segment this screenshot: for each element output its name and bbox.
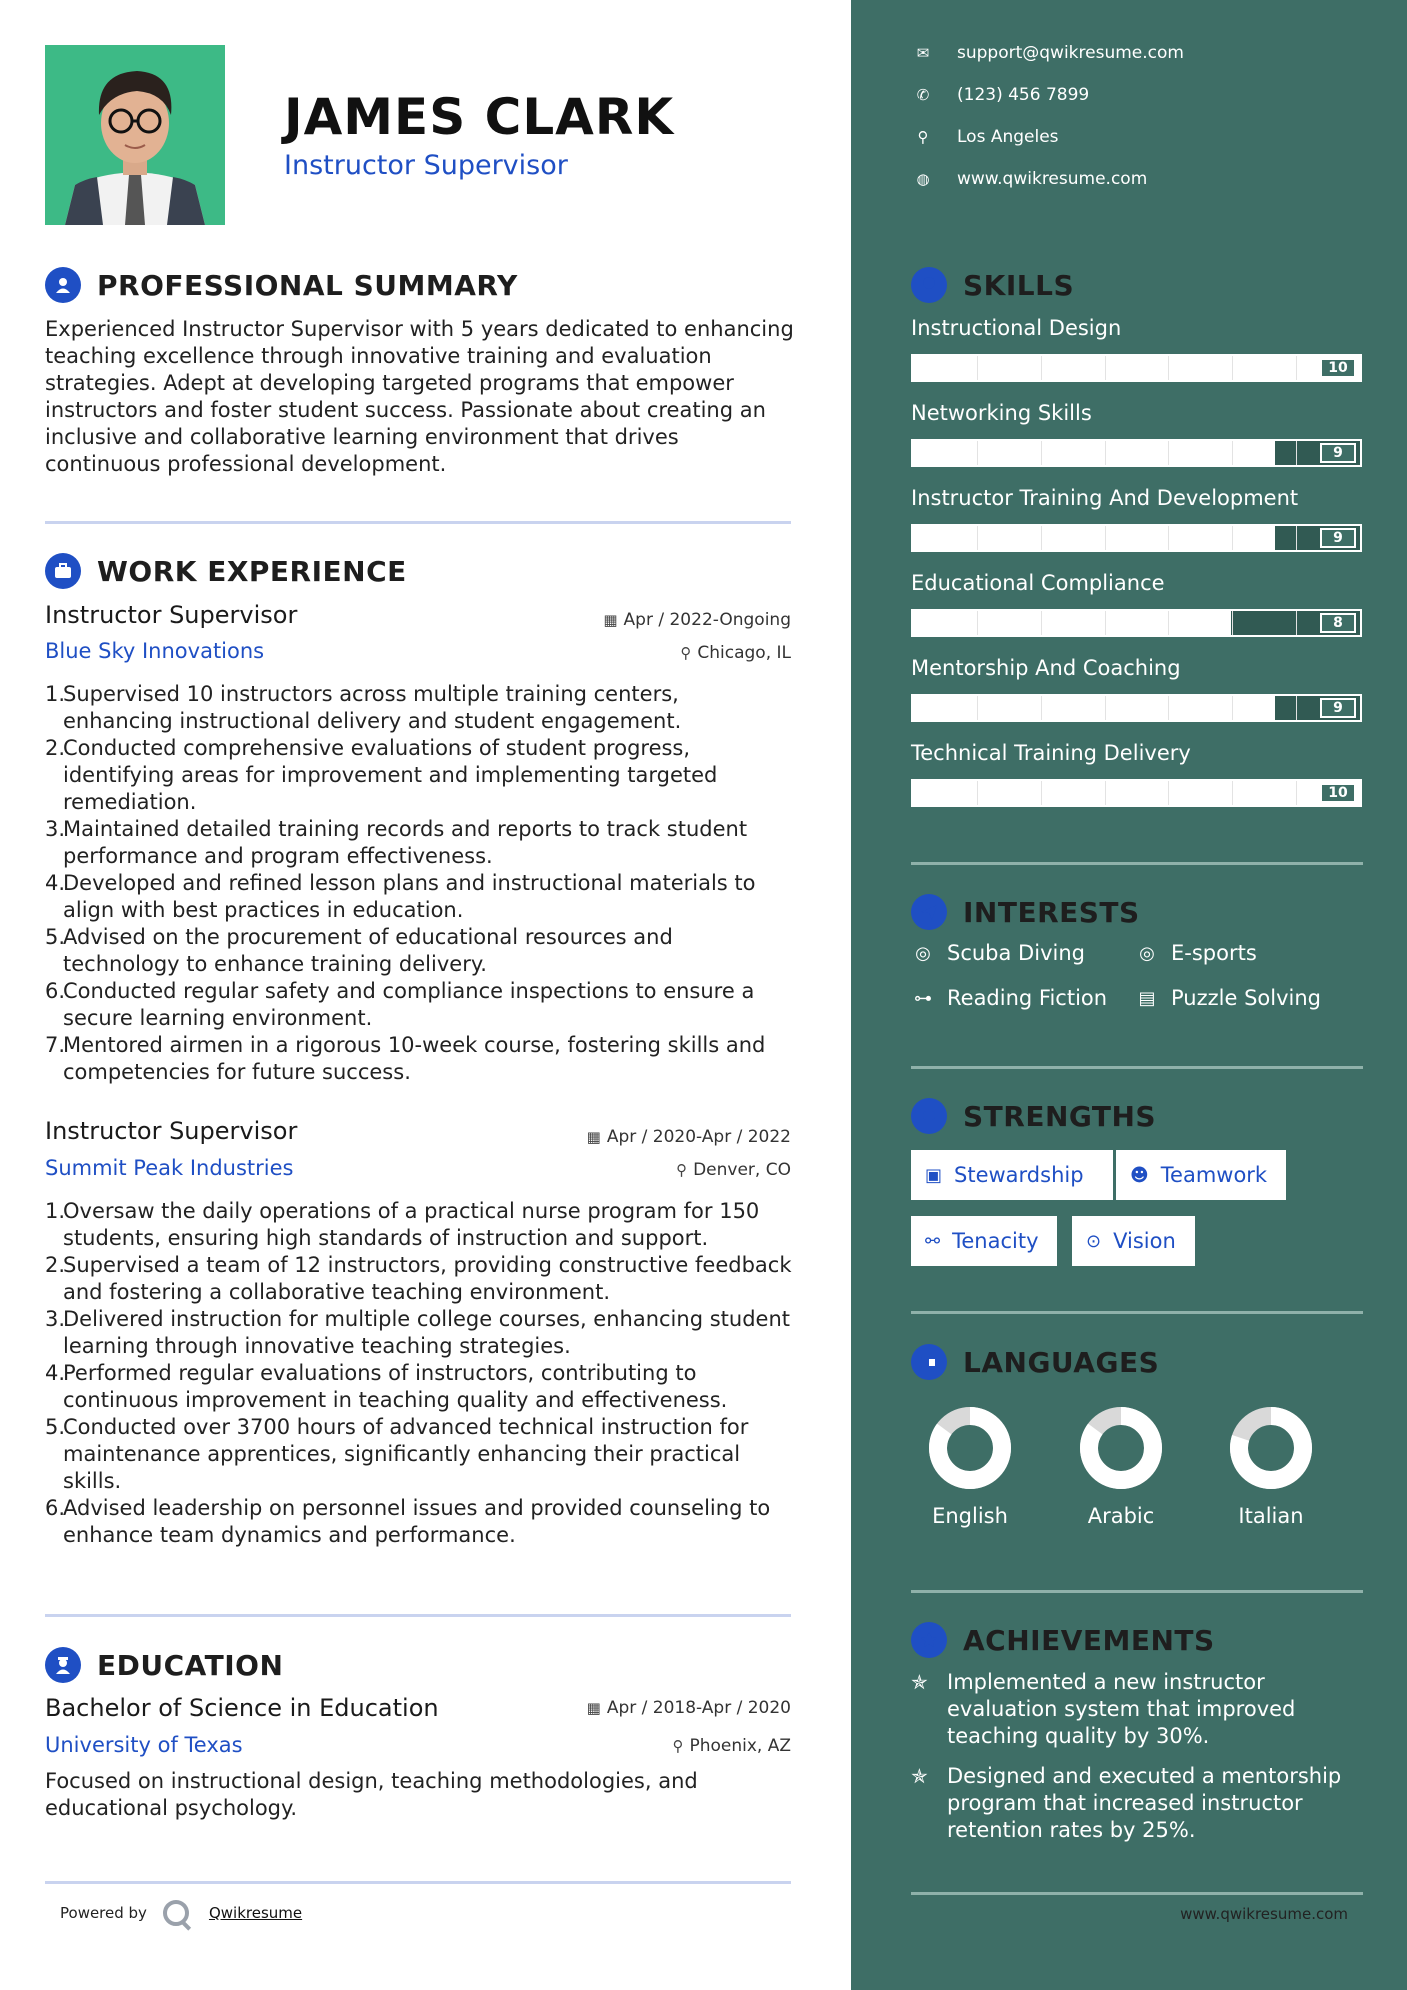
experience-title: WORK EXPERIENCE: [97, 554, 407, 588]
skills-heading: [911, 267, 1074, 303]
language-donut: [1229, 1406, 1313, 1490]
skill-bar-tick: [1296, 526, 1297, 550]
calendar-icon: ▦: [586, 1699, 601, 1717]
skill-bar-fill: [913, 696, 1275, 720]
candidate-role: Instructor Supervisor: [284, 150, 568, 181]
brand-link[interactable]: Qwikresume: [208, 1904, 303, 1922]
skill-bar-tick: [977, 781, 978, 805]
powered-by-label: Powered by: [60, 1904, 147, 1922]
sidebar-divider: [911, 862, 1363, 865]
education-line: Focused on instructional design, teaching methodologies, and: [45, 1769, 698, 1793]
location-pin-icon: ⚲: [917, 128, 929, 146]
skill-bar-tick: [1232, 611, 1233, 635]
bullet-item: 3.Maintained detailed training records and reports to track student performance and program effectiveness.: [45, 817, 748, 868]
skill-bar-tick: [1105, 526, 1106, 550]
education-line: educational psychology.: [45, 1796, 298, 1820]
summary-title: PROFESSIONAL SUMMARY: [97, 268, 518, 302]
job-dates-text: Apr / 2020-Apr / 2022: [606, 1127, 791, 1147]
calendar-icon: ▦: [603, 611, 618, 629]
interest-item: [1135, 986, 1321, 1010]
education-description: [45, 1768, 795, 1822]
contact-website-text: www.qwikresume.com: [957, 169, 1148, 189]
language-name: Arabic: [1087, 1504, 1155, 1528]
contact-phone-text: (123) 456 7899: [957, 85, 1090, 105]
lightbulb-icon: [911, 267, 947, 303]
briefcase-icon: ▣: [925, 1164, 943, 1186]
pin-icon: ⚲: [680, 644, 692, 662]
bullet-item: 5.Advised on the procurement of educational resources and technology to enhance training delivery.: [45, 925, 673, 976]
skill-bar: [911, 354, 1362, 382]
skill-bar: [911, 779, 1362, 807]
skill-bar-tick: [1168, 781, 1169, 805]
skill-score: 9: [1320, 528, 1356, 548]
bullet-item: 5.Conducted over 3700 hours of advanced technical instruction for maintenance apprentices, significantly enhancing their practical skills.: [45, 1415, 749, 1493]
sidebar-divider: [911, 1066, 1363, 1069]
job-dates-text: Apr / 2022-Ongoing: [623, 610, 791, 630]
bullet-item: 4.Developed and refined lesson plans and instructional materials to align with best practices in education.: [45, 871, 756, 922]
job-location-row: [600, 1160, 791, 1180]
qwikresume-logo-icon: [163, 1900, 189, 1926]
contact-email-text: support@qwikresume.com: [957, 43, 1184, 63]
achievement-item: [911, 1669, 1371, 1750]
interest-label: Scuba Diving: [947, 941, 1085, 965]
school-name: University of Texas: [45, 1733, 243, 1757]
pin-icon: ⚲: [672, 1737, 684, 1755]
strength-chip: [911, 1216, 1057, 1266]
skill-name: Educational Compliance: [911, 571, 1165, 595]
job-bullets: [45, 1198, 795, 1549]
interests-title: INTERESTS: [963, 895, 1140, 929]
strength-label: Tenacity: [952, 1229, 1039, 1253]
skill-bar-tick: [1296, 441, 1297, 465]
strengths-title: STRENGTHS: [963, 1099, 1157, 1133]
skill-score: 9: [1320, 698, 1356, 718]
contact-location: [912, 127, 1059, 147]
job-location-text: Denver, CO: [693, 1160, 791, 1180]
powered-by: [60, 1900, 302, 1926]
skill-bar-tick: [977, 441, 978, 465]
bullet-item: 2.Supervised a team of 12 instructors, providing constructive feedback and fostering a collaborative teaching environment.: [45, 1253, 792, 1304]
languages-heading: [911, 1344, 1159, 1380]
envelope-icon: ✉: [916, 44, 930, 62]
skill-bar: [911, 439, 1362, 467]
language-item: [1066, 1406, 1176, 1528]
skill-bar-tick: [1168, 356, 1169, 380]
language-item: [915, 1406, 1025, 1528]
interest-item: [1135, 941, 1257, 965]
language-name: English: [932, 1504, 1008, 1528]
skill-bar-tick: [1041, 696, 1042, 720]
skill-name: Instructor Training And Development: [911, 486, 1299, 510]
education-dates-row: [580, 1698, 791, 1718]
skill-bar: [911, 524, 1362, 552]
degree-title: Bachelor of Science in Education: [45, 1694, 439, 1722]
pin-icon: ⚲: [676, 1161, 688, 1179]
education-title: EDUCATION: [97, 1648, 284, 1682]
skill-bar-tick: [1105, 696, 1106, 720]
skill-bar-fill: [913, 526, 1275, 550]
achievement-line: program that increased instructor: [947, 1791, 1303, 1815]
language-icon: [911, 1344, 947, 1380]
education-location-row: [600, 1736, 791, 1756]
strength-chip: [1072, 1216, 1195, 1266]
skill-bar-tick: [1232, 526, 1233, 550]
skill-score: 10: [1320, 358, 1356, 378]
skill-bar-tick: [1168, 611, 1169, 635]
education-heading: [45, 1647, 283, 1683]
skill-bar-tick: [1296, 696, 1297, 720]
bullet-item: 2.Conducted comprehensive evaluations of student progress, identifying areas for improvement and implementing targeted remediation.: [45, 736, 718, 814]
interest-label: Puzzle Solving: [1171, 986, 1321, 1010]
section-divider: [45, 1881, 791, 1884]
skill-score: 8: [1320, 613, 1356, 633]
skill-bar-fill: [913, 781, 1360, 805]
summary-line: inclusive and collaborative learning environment that drives: [45, 425, 679, 449]
skill-score: 10: [1320, 783, 1356, 803]
skill-bar-fill: [913, 356, 1360, 380]
skill-bar-tick: [1041, 441, 1042, 465]
summary-line: Experienced Instructor Supervisor with 5 years dedicated to enhancing: [45, 317, 794, 341]
job-title: Instructor Supervisor: [45, 601, 298, 629]
strength-label: Vision: [1113, 1229, 1176, 1253]
skill-name: Instructional Design: [911, 316, 1122, 340]
skill-bar-tick: [1105, 441, 1106, 465]
skill-bar-tick: [977, 611, 978, 635]
job-location-row: [600, 643, 791, 663]
life-ring-icon: ◎: [915, 942, 931, 964]
candidate-name: JAMES CLARK: [284, 88, 675, 146]
experience-heading: [45, 553, 407, 589]
skill-bar-tick: [977, 696, 978, 720]
skill-bar: [911, 694, 1362, 722]
achievements-title: ACHIEVEMENTS: [963, 1623, 1215, 1657]
skill-bar-tick: [1105, 781, 1106, 805]
language-donut: [928, 1406, 1012, 1490]
skill-bar-tick: [1041, 356, 1042, 380]
interest-label: E-sports: [1171, 941, 1257, 965]
languages-title: LANGUAGES: [963, 1345, 1160, 1379]
skill-bar-tick: [1232, 356, 1233, 380]
paper-plane-icon: [911, 894, 947, 930]
achievement-line: retention rates by 25%.: [947, 1818, 1196, 1842]
skill-name: Technical Training Delivery: [911, 741, 1191, 765]
skills-title: SKILLS: [963, 268, 1075, 302]
education-dates-text: Apr / 2018-Apr / 2020: [606, 1698, 791, 1718]
strength-chip: [1116, 1150, 1286, 1200]
link-icon: ⚯: [925, 1230, 941, 1252]
contact-email[interactable]: [912, 43, 1184, 63]
sidebar-divider: [911, 1892, 1363, 1895]
gamepad-icon: ⊶: [914, 987, 932, 1009]
briefcase-icon: [45, 553, 81, 589]
sidebar-divider: [911, 1590, 1363, 1593]
language-donut: [1079, 1406, 1163, 1490]
company-name: Summit Peak Industries: [45, 1156, 294, 1180]
skill-bar-fill: [913, 611, 1231, 635]
skill-bar-tick: [1232, 441, 1233, 465]
skill-bar-tick: [1232, 781, 1233, 805]
summary-line: teaching excellence through innovative training and evaluation: [45, 344, 712, 368]
skill-bar-tick: [1168, 696, 1169, 720]
star-icon: ✯: [911, 1764, 928, 1788]
strength-label: Teamwork: [1160, 1163, 1268, 1187]
company-name: Blue Sky Innovations: [45, 639, 265, 663]
achievement-line: teaching quality by 30%.: [947, 1724, 1210, 1748]
bullet-item: 1.Supervised 10 instructors across multiple training centers, enhancing instructional delivery and student engagement.: [45, 682, 682, 733]
contact-website[interactable]: [912, 169, 1147, 189]
job-bullets: [45, 681, 795, 1086]
interest-item: [911, 986, 1107, 1010]
binoculars-icon: ⊙: [1086, 1230, 1102, 1252]
skill-bar-tick: [1105, 356, 1106, 380]
phone-icon: ✆: [916, 86, 930, 104]
avatar: [45, 45, 225, 225]
achievement-line: Implemented a new instructor: [947, 1670, 1265, 1694]
skill-bar-tick: [1232, 696, 1233, 720]
footer-url[interactable]: www.qwikresume.com: [1180, 1905, 1348, 1923]
contact-location-text: Los Angeles: [957, 127, 1059, 147]
skill-bar-tick: [1041, 781, 1042, 805]
contact-phone[interactable]: [912, 85, 1089, 105]
skill-bar-tick: [1296, 611, 1297, 635]
skill-bar-tick: [1168, 441, 1169, 465]
skill-score: 9: [1320, 443, 1356, 463]
skill-bar-fill: [913, 441, 1275, 465]
bullet-item: 6.Advised leadership on personnel issues and provided counseling to enhance team dynamics and performance.: [45, 1496, 771, 1547]
section-divider: [45, 521, 791, 524]
language-name: Italian: [1238, 1504, 1304, 1528]
user-icon: [45, 267, 81, 303]
skill-name: Networking Skills: [911, 401, 1092, 425]
skill-bar-tick: [1168, 526, 1169, 550]
section-divider: [45, 1614, 791, 1617]
sidebar-divider: [911, 1311, 1363, 1314]
skill-bar-tick: [977, 526, 978, 550]
summary-line: continuous professional development.: [45, 452, 447, 476]
bullet-item: 6.Conducted regular safety and compliance inspections to ensure a secure learning environment.: [45, 979, 755, 1030]
skill-bar-tick: [977, 356, 978, 380]
calendar-icon: ▦: [586, 1128, 601, 1146]
book-icon: ▤: [1138, 987, 1156, 1009]
strength-chip: [911, 1150, 1113, 1200]
achievement-line: Designed and executed a mentorship: [947, 1764, 1342, 1788]
achievement-item: [911, 1763, 1371, 1844]
job-dates-row: [580, 1127, 791, 1147]
globe-icon: ◍: [916, 170, 930, 188]
job-title: Instructor Supervisor: [45, 1117, 298, 1145]
profile-photo: [45, 45, 225, 225]
interest-item: [911, 941, 1085, 965]
summary-line: instructors and foster student success. Passionate about creating an: [45, 398, 766, 422]
skill-bar-tick: [1041, 611, 1042, 635]
interest-label: Reading Fiction: [947, 986, 1108, 1010]
bullet-item: 1.Oversaw the daily operations of a practical nurse program for 150 students, ensuring high standards of instruction and support.: [45, 1199, 760, 1250]
bullet-item: 7.Mentored airmen in a rigorous 10-week course, fostering skills and competencies for future success.: [45, 1033, 766, 1084]
skill-bar-tick: [1041, 526, 1042, 550]
life-ring-icon: ◎: [1139, 942, 1155, 964]
skill-bar-tick: [1296, 356, 1297, 380]
skill-bar-tick: [1296, 781, 1297, 805]
fist-icon: [911, 1098, 947, 1134]
summary-line: strategies. Adept at developing targeted programs that empower: [45, 371, 734, 395]
strength-label: Stewardship: [954, 1163, 1084, 1187]
skill-bar-tick: [1105, 611, 1106, 635]
achievements-heading: [911, 1622, 1215, 1658]
skill-name: Mentorship And Coaching: [911, 656, 1181, 680]
strengths-heading: [911, 1098, 1156, 1134]
graduate-icon: [45, 1647, 81, 1683]
summary-text: [45, 316, 795, 478]
star-icon: ✯: [911, 1670, 928, 1694]
job-dates-row: [600, 610, 791, 630]
star-badge-icon: [911, 1622, 947, 1658]
job-location-text: Chicago, IL: [697, 643, 791, 663]
interests-heading: [911, 894, 1140, 930]
skill-bar: [911, 609, 1362, 637]
bullet-item: 4.Performed regular evaluations of instructors, contributing to continuous improvement in teaching quality and effectiveness.: [45, 1361, 728, 1412]
bullet-item: 3.Delivered instruction for multiple college courses, enhancing student learning through innovative teaching strategies.: [45, 1307, 790, 1358]
language-item: [1216, 1406, 1326, 1528]
education-location-text: Phoenix, AZ: [689, 1736, 791, 1756]
achievement-line: evaluation system that improved: [947, 1697, 1296, 1721]
summary-heading: [45, 267, 518, 303]
users-icon: ☻: [1130, 1164, 1149, 1186]
